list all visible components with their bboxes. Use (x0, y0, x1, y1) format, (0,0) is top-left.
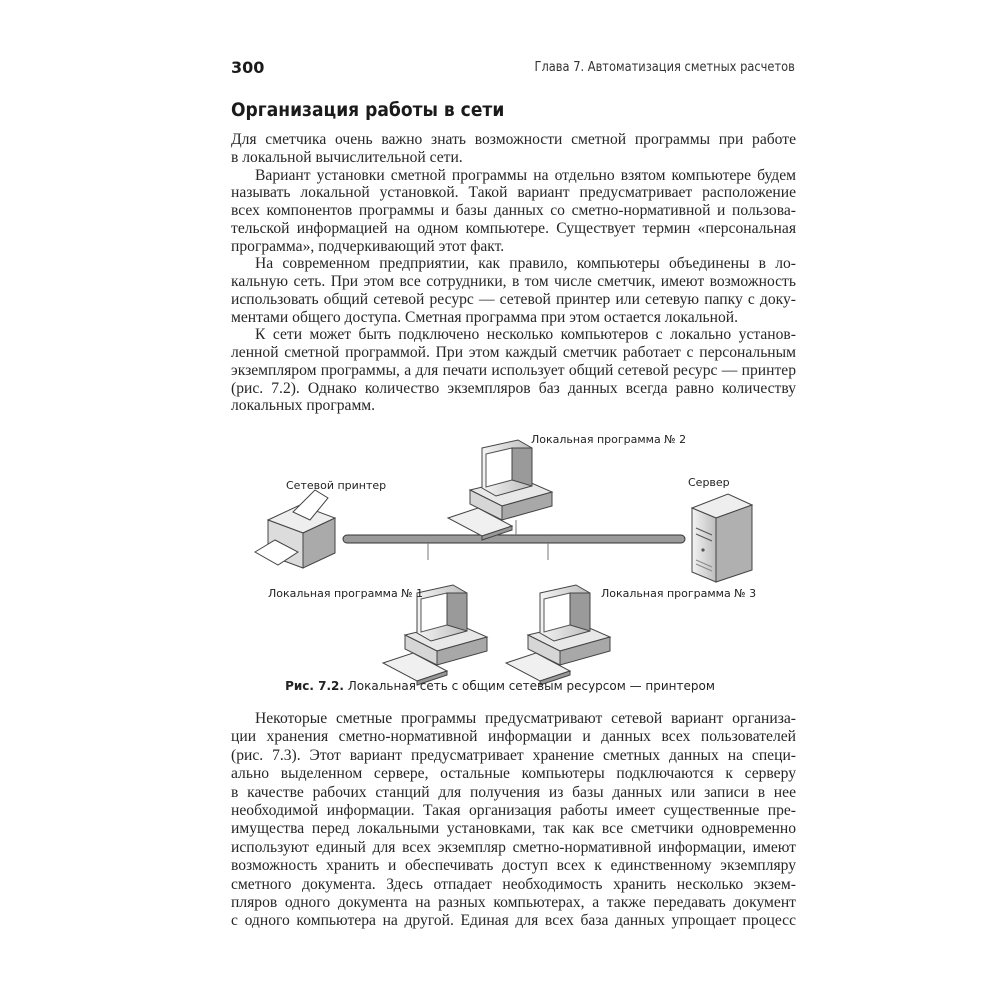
text-line: ленной сметной программой. При этом каждый сметчик работает с персональным (231, 344, 796, 361)
text-line: в локальной вычислительной сети. (231, 148, 463, 166)
text-line: с одного компьютера на другой. Единая для всех база данных упрощает процесс (231, 912, 796, 930)
computer-icon-2 (448, 440, 552, 540)
figure-number: Рис. 7.2. (285, 679, 344, 693)
label-pc1: Локальная программа № 1 (268, 587, 424, 600)
server-icon (692, 494, 752, 582)
text-line: программа», подчеркивающий этот факт. (231, 237, 505, 255)
network-bus (343, 535, 685, 543)
running-header: Глава 7. Автоматизация сметных расчетов (534, 60, 795, 75)
text-line: К сети может быть подключено несколько компьютеров с локально установ- (255, 326, 796, 344)
text-line: имущества перед локальными установками, так как все сметчики одновременно (231, 820, 796, 838)
text-line: кальную сеть. При этом все сотрудники, в том числе сметчик, имеют возможность (231, 273, 796, 290)
text-line: ции хранения сметно-нормативной информации и данных всех пользователей (231, 728, 796, 746)
text-line: экземпляром программы, а для печати использует общий сетевой ресурс — принтер (231, 361, 796, 379)
section-title: Организация работы в сети (231, 99, 505, 121)
text-line: На современном предприятии, как правило, компьютеры объединены в ло- (255, 255, 796, 273)
text-line: тельской информацией на одном компьютере. Существует термин «персональная (231, 219, 796, 237)
body-text-bottom (231, 710, 796, 931)
text-line: ментами общего доступа. Сметная программа при этом остается локальной. (231, 308, 739, 326)
printer-icon (255, 490, 335, 568)
text-line: возможность хранить и обеспечивать доступ всех к единственному экземпляру (231, 857, 796, 875)
label-printer: Сетевой принтер (286, 479, 387, 492)
text-line: называть локальной установкой. Такой вариант предусматривает расположение (231, 184, 796, 202)
text-line: сметного документа. Здесь отпадает необходимость хранить несколько экзем- (231, 875, 796, 893)
text-line: в качестве рабочих станций для получения из базы данных или записи в нее (231, 783, 796, 801)
text-line: Для сметчика очень важно знать возможности сметной программы при работе (231, 131, 796, 148)
text-line: локальных программ. (231, 397, 376, 415)
figure-caption-text: Локальная сеть с общим сетевым ресурсом — принтером (347, 679, 715, 693)
text-line: Некоторые сметные программы предусматривают сетевой вариант организа- (255, 710, 796, 727)
text-line: необходимой информации. Такая организация работы имеет существенные пре- (231, 801, 796, 819)
figure-caption (0, 679, 1000, 693)
page-number: 300 (231, 58, 265, 77)
text-line: использовать общий сетевой ресурс — сетевой принтер или сетевую папку с доку- (231, 290, 796, 308)
computer-icon-3 (506, 585, 610, 685)
computer-icon-1 (383, 585, 487, 685)
label-pc2: Локальная программа № 2 (531, 433, 687, 446)
text-line: пляров одного документа на разных компьютерах, а также передавать документ (231, 893, 796, 911)
text-line: (рис. 7.3). Этот вариант предусматривает хранение сметных данных на специ- (231, 746, 796, 764)
text-line: ально выделенном сервере, остальные компьютеры подключаются к серверу (231, 765, 796, 783)
text-line: используют единый для всех экземпляр сметно-нормативной информации, имеют (231, 838, 796, 856)
label-pc3: Локальная программа № 3 (601, 587, 757, 600)
label-server: Сервер (688, 476, 730, 489)
text-line: Вариант установки сметной программы на отдельно взятом компьютере будем (255, 166, 796, 184)
text-line: (рис. 7.2). Однако количество экземпляров баз данных всегда равно количеству (231, 379, 796, 397)
text-line: всех компонентов программы и базы данных со сметно-нормативной и пользова- (231, 202, 796, 219)
